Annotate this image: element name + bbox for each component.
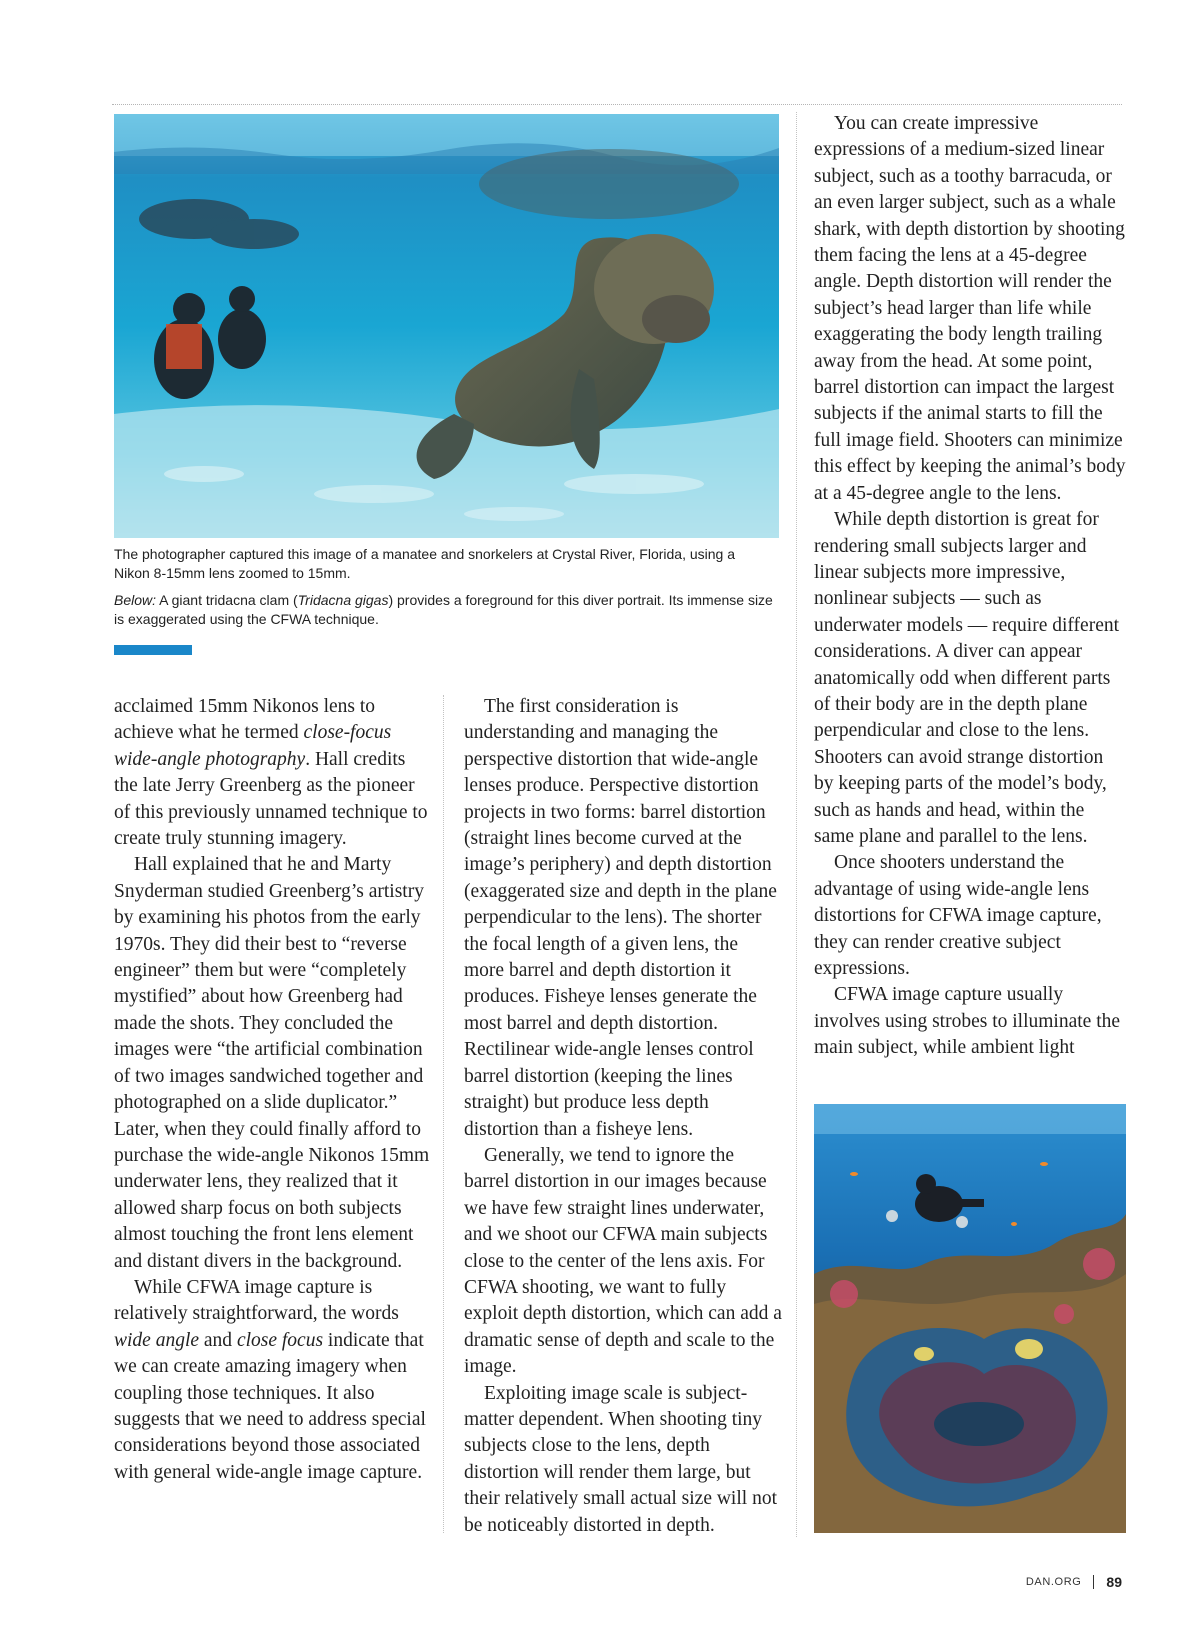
paragraph: Once shooters understand the advantage of using wide-angle lens distortions for CFWA image capture, they can render creative subject expressions.	[814, 852, 1102, 979]
caption-lead: Below:	[114, 592, 157, 608]
page-number: 89	[1106, 1574, 1122, 1590]
paragraph: While depth distortion is great for rendering small subjects larger and linear subjects more impressive, nonlinear subjects — such as underwater models — require different considerations. A diver can appear anatomically odd when different parts of their body are in the depth plane perpendicular and close to the lens. Shooters can avoid strange distortion by keeping parts of the model’s body, such as hands and head, within the same plane and parallel to the lens.	[814, 509, 1120, 847]
species-name: Tridacna gigas	[297, 592, 389, 608]
paragraph: While CFWA image capture is relatively straightforward, the words wide angle and close focus indicate that we can create amazing imagery when coupling those techniques. It also suggests that we need to address special considerations beyond those associated with general wide-angle image capture.	[114, 1276, 426, 1483]
site-url: DAN.ORG	[1025, 1576, 1082, 1588]
top-rule	[112, 104, 1122, 105]
text-column-left	[114, 694, 432, 1486]
manatee-photo-caption: The photographer captured this image of a manatee and snorkelers at Crystal River, Florida, using a Nikon 8-15mm lens zoomed to 15mm.	[114, 546, 735, 581]
paragraph: Hall explained that he and Marty Snyderman studied Greenberg’s artistry by examining his photos from the early 1970s. They did their best to “reverse engineer” them but were “completely mystified” about how Greenberg had made the shots. They concluded the images were “the artificial combination of two images sandwiched together and photographed on a slide duplicator.” Later, when they could finally afford to purchase the wide-angle Nikonos 15mm underwater lens, they realized that it allowed sharp focus on both subjects almost touching the front lens element and distant divers in the background.	[114, 854, 430, 1272]
text-column-right	[814, 111, 1126, 1062]
paragraph: You can create impressive expressions of a medium-sized linear subject, such as a toothy barracuda, or an even larger subject, such as a whale shark, with depth distortion by shooting them facing the lens at a 45-degree angle. Depth distortion will render the subject’s head larger than life while exaggerating the body length trailing away from the head. At some point, barrel distortion can impact the largest subjects if the animal starts to fill the full image field. Shooters can minimize this effect by keeping the animal’s body at a 45-degree angle to the lens.	[814, 113, 1126, 504]
text-column-middle	[464, 694, 782, 1539]
accent-bar	[114, 645, 192, 655]
column-divider	[443, 695, 444, 1533]
paragraph: The first consideration is understanding and managing the perspective distortion that wide-angle lenses produce. Perspective distortion projects in two forms: barrel distortion (straight lines become curved at the image’s periphery) and depth distortion (exaggerated size and depth in the plane perpendicular to the lens). The shorter the focal length of a given lens, the more barrel and depth distortion it produces. Fisheye lenses generate the most barrel and depth distortion. Rectilinear wide-angle lenses control barrel distortion (keeping the lines straight) but produce less depth distortion than a fisheye lens.	[464, 696, 777, 1140]
paragraph: Exploiting image scale is subject-matter dependent. When shooting tiny subjects close to the lens, depth distortion will render them large, but their relatively small actual size will not be noticeably distorted in depth.	[464, 1382, 777, 1536]
clam-photo-caption: Below: A giant tridacna clam (Tridacna gigas) provides a foreground for this diver portrait. Its immense size is exaggerated using the CFWA technique.	[114, 592, 773, 627]
paragraph: Generally, we tend to ignore the barrel distortion in our images because we have few straight lines underwater, and we shoot our CFWA main subjects close to the center of the lens axis. For CFWA shooting, we want to fully exploit depth distortion, which can add a dramatic sense of depth and scale to the image.	[464, 1144, 782, 1378]
paragraph: CFWA image capture usually involves using strobes to illuminate the main subject, while ambient light	[814, 984, 1121, 1059]
giant-clam-photo	[814, 1104, 1126, 1533]
column-divider	[796, 112, 797, 1537]
paragraph: acclaimed 15mm Nikonos lens to achieve what he termed close-focus wide-angle photography. Hall credits the late Jerry Greenberg as the pioneer of this previously unnamed technique to create truly stunning imagery.	[114, 696, 428, 850]
manatee-photo	[114, 114, 779, 538]
page-footer	[1026, 1574, 1122, 1590]
footer-separator	[1093, 1575, 1094, 1589]
